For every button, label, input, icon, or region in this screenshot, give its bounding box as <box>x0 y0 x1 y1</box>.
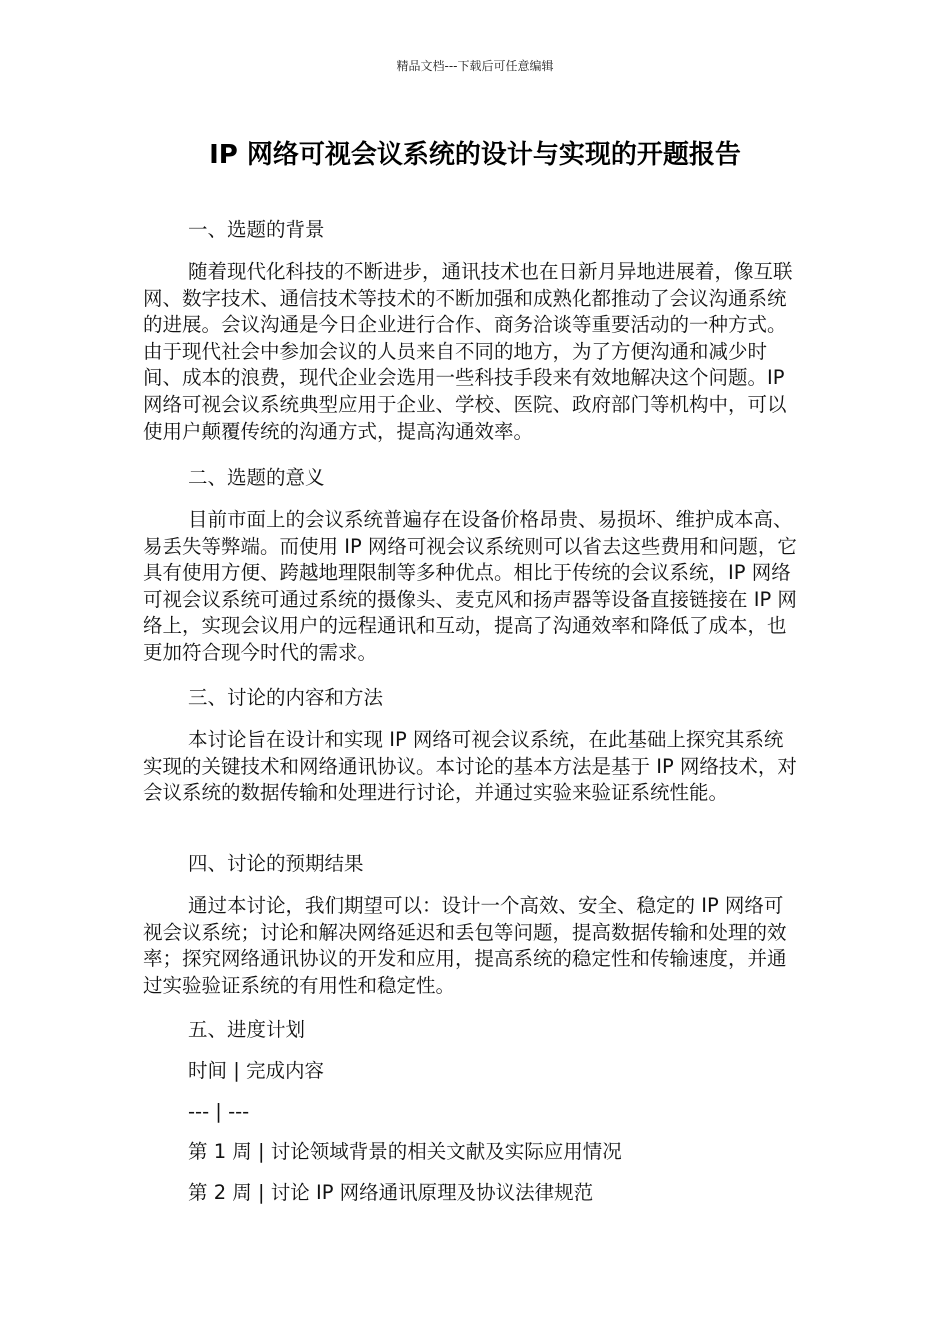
section-paragraph-content-method: 本讨论旨在设计和实现 IP 网络可视会议系统，在此基础上探究其系统实现的关键技术和网络通讯协议。本讨论的基本方法是基于 IP 网络技术，对会议系统的数据传输和处理进行讨论，并通过实验来验证系统性能。 <box>143 728 797 805</box>
section-heading-background: 一、选题的背景 <box>188 218 325 241</box>
section-paragraph-significance: 目前市面上的会议系统普遍存在设备价格昂贵、易损坏、维护成本高、易丢失等弊端。而使用 IP 网络可视会议系统则可以省去这些费用和问题，它具有使用方便、跨越地理限制等多种优点。相比于传统的会议系统，IP 网络可视会议系统可通过系统的摄像头、麦克风和扬声器等设备直接链接在 IP 网络上，实现会议用户的远程通讯和互动，提高了沟通效率和降低了成本，也更加符合现今时代的需求。 <box>143 508 797 664</box>
document-title: IP 网络可视会议系统的设计与实现的开题报告 <box>209 140 741 170</box>
section-heading-expected-results: 四、讨论的预期结果 <box>188 852 364 875</box>
schedule-separator-row: --- | --- <box>188 1100 250 1123</box>
schedule-header-row: 时间 | 完成内容 <box>188 1059 324 1082</box>
section-paragraph-expected-results: 通过本讨论，我们期望可以：设计一个高效、安全、稳定的 IP 网络可视会议系统；讨论和解决网络延迟和丢包等问题，提高数据传输和处理的效率；探究网络通讯协议的开发和应用，提高系统的稳定性和传输速度，并通过实验验证系统的有用性和稳定性。 <box>143 894 787 997</box>
section-heading-content-method: 三、讨论的内容和方法 <box>188 686 384 709</box>
section-heading-schedule: 五、进度计划 <box>188 1018 306 1041</box>
schedule-row: 第 1 周 | 讨论领域背景的相关文献及实际应用情况 <box>188 1140 622 1163</box>
section-paragraph-background: 随着现代化科技的不断进步，通讯技术也在日新月异地进展着，像互联网、数字技术、通信技术等技术的不断加强和成熟化都推动了会议沟通系统的进展。会议沟通是今日企业进行合作、商务洽谈等重要活动的一种方式。由于现代社会中参加会议的人员来自不同的地方，为了方便沟通和减少时间、成本的浪费，现代企业会选用一些科技手段来有效地解决这个问题。IP 网络可视会议系统典型应用于企业、学校、医院、政府部门等机构中，可以使用户颠覆传统的沟通方式，提高沟通效率。 <box>143 260 793 443</box>
header-note: 精品文档---下载后可任意编辑 <box>396 59 554 73</box>
section-heading-significance: 二、选题的意义 <box>188 466 325 489</box>
schedule-row: 第 2 周 | 讨论 IP 网络通讯原理及协议法律规范 <box>188 1181 594 1204</box>
